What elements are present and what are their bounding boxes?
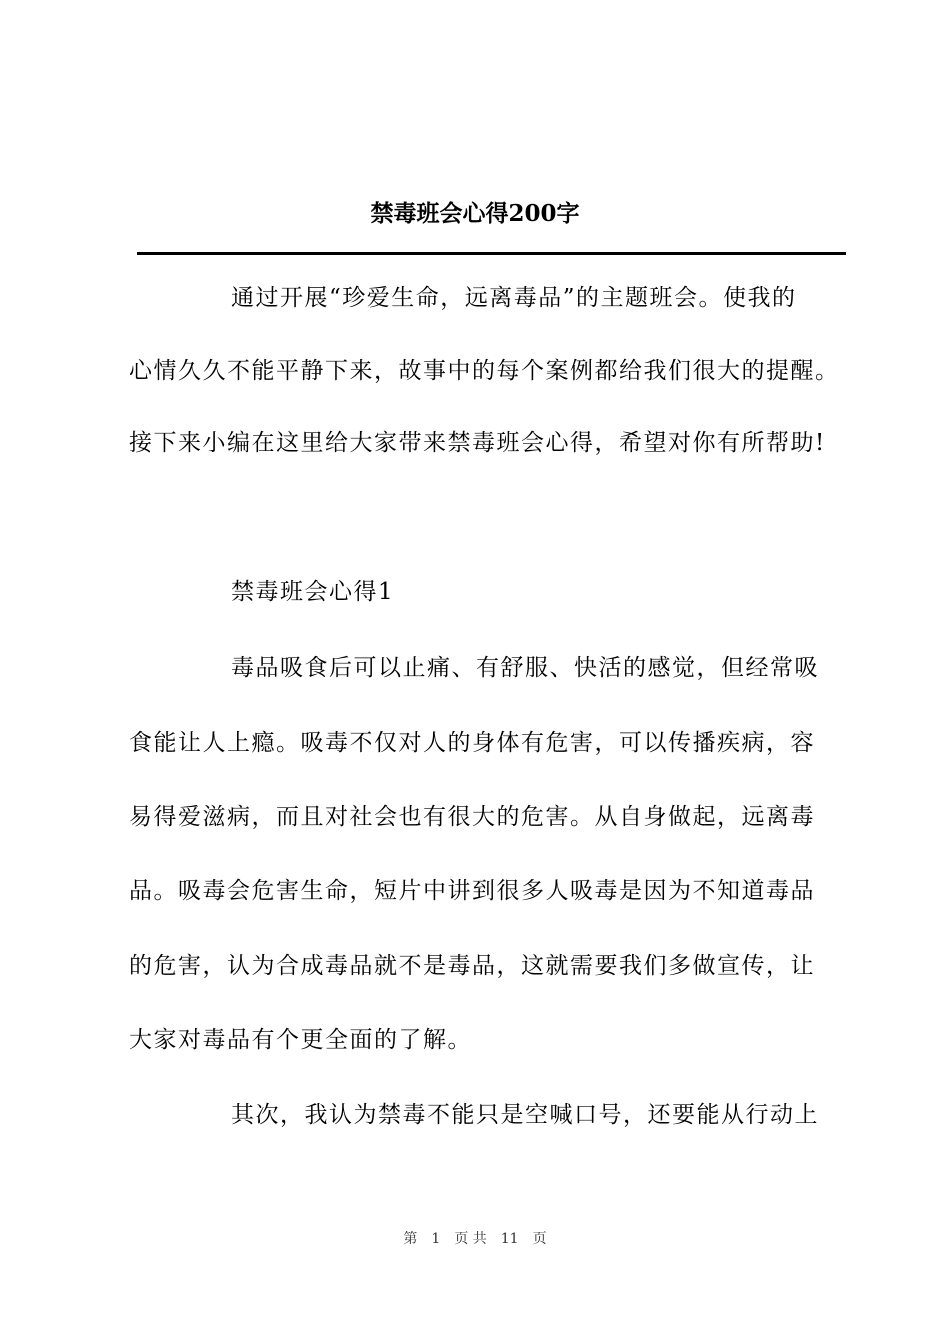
section-line-6: 大家对毒品有个更全面的了解。 xyxy=(129,1027,472,1053)
paragraph-line-1: 其次，我认为禁毒不能只是空喊口号，还要能从行动上 xyxy=(231,1102,819,1128)
footer-label-mid: 页 共 xyxy=(454,1231,487,1247)
section-line-4: 品。吸毒会危害生命，短片中讲到很多人吸毒是因为不知道毒品 xyxy=(129,878,815,904)
page-footer xyxy=(0,1228,950,1250)
intro-line-3: 接下来小编在这里给大家带来禁毒班会心得，希望对你有所帮助! xyxy=(129,430,826,456)
intro-line-2: 心情久久不能平静下来，故事中的每个案例都给我们很大的提醒。 xyxy=(129,358,840,384)
footer-label-post: 页 xyxy=(532,1231,547,1247)
footer-total-pages: 11 xyxy=(500,1231,519,1247)
section-heading: 禁毒班会心得1 xyxy=(231,579,395,605)
intro-line-1: 通过开展“珍爱生命，远离毒品”的主题班会。使我的 xyxy=(231,285,797,311)
section-line-2: 食能让人上瘾。吸毒不仅对人的身体有危害，可以传播疾病，容 xyxy=(129,730,815,756)
section-line-5: 的危害，认为合成毒品就不是毒品，这就需要我们多做宣传，让 xyxy=(129,953,815,979)
title-divider xyxy=(137,252,846,255)
section-line-3: 易得爱滋病，而且对社会也有很大的危害。从自身做起，远离毒 xyxy=(129,804,815,830)
document-title: 禁毒班会心得200字 xyxy=(370,200,580,227)
section-line-1: 毒品吸食后可以止痛、有舒服、快活的感觉，但经常吸 xyxy=(231,655,819,681)
footer-page-number: 1 xyxy=(431,1231,441,1247)
footer-label-pre: 第 xyxy=(403,1231,418,1247)
